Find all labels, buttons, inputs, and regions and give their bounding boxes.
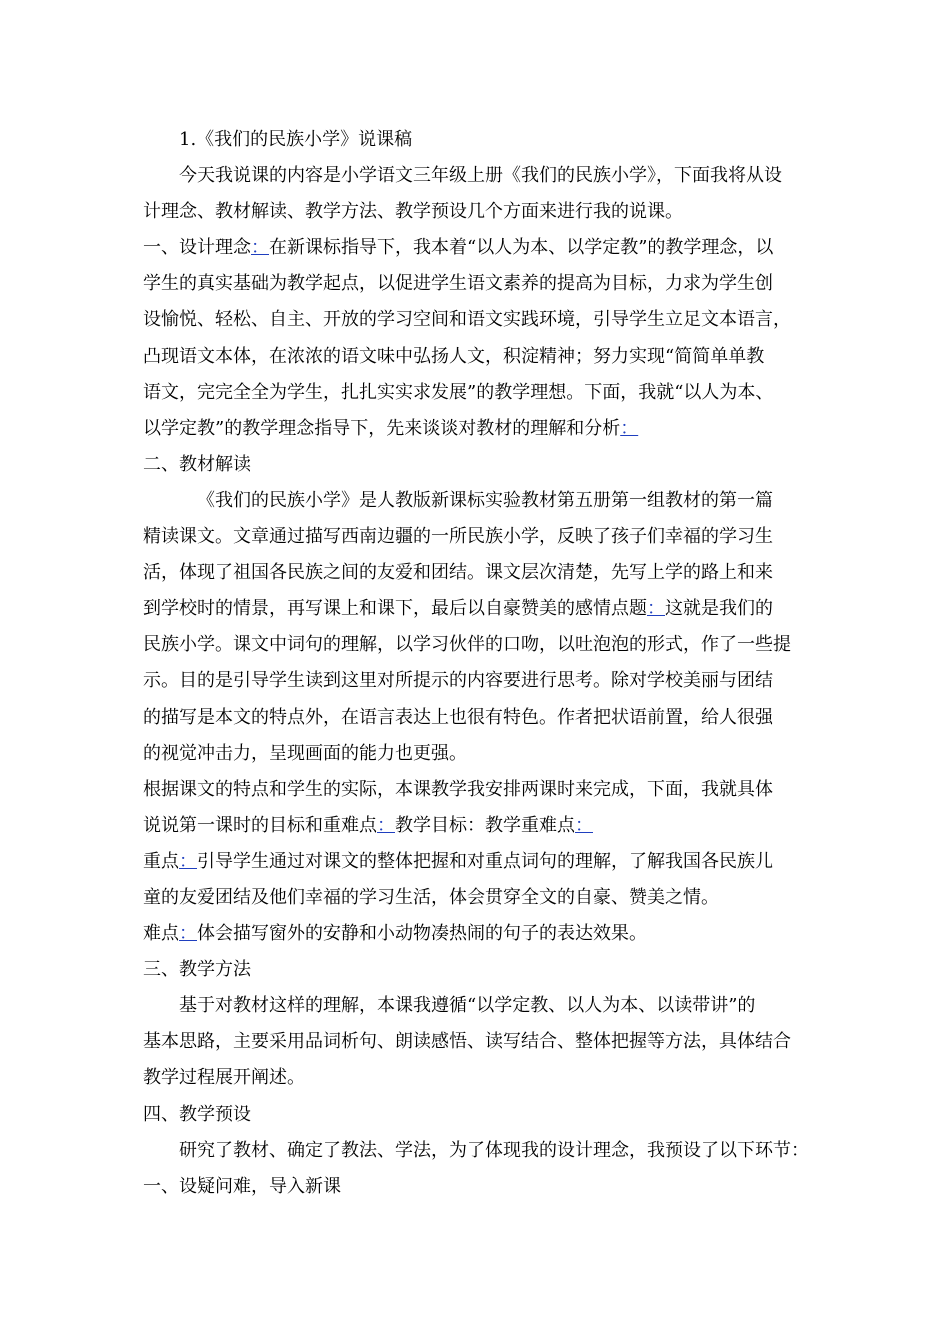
section4-heading: 四、教学预设 (143, 1103, 251, 1125)
key-point-text: 引导学生通过对课文的整体把握和对重点词句的理解，了解我国各民族儿 (197, 850, 773, 872)
section1-line: 设愉悦、轻松、自主、开放的学习空间和语文实践环境，引导学生立足文本语言， (143, 309, 791, 331)
section1-last-text: 以学定教”的教学理念指导下，先来谈谈对教材的理解和分析 (143, 417, 621, 439)
section2-line: 精读课文。文章通过描写西南边疆的一所民族小学，反映了孩子们幸福的学习生 (143, 526, 773, 548)
key-point-colon-link[interactable]: ： (179, 850, 197, 872)
key-point-line-2: 童的友爱团结及他们幸福的学习生活，体会贯穿全文的自豪、赞美之情。 (143, 886, 719, 908)
section2-line: 活，体现了祖国各民族之间的友爱和团结。课文层次清楚，先写上学的路上和来 (143, 562, 773, 584)
section1-last-colon-link[interactable]: ： (620, 417, 639, 439)
section1-last-line (143, 411, 813, 447)
difficult-point-colon-link[interactable]: ： (179, 923, 197, 945)
goals-line2-start: 说说第一课时的目标和重难点 (143, 814, 377, 836)
goals-colon-link-2[interactable]: ： (575, 814, 593, 836)
document-title: 1.《我们的民族小学》说课稿 (179, 129, 413, 150)
goals-line-1: 根据课文的特点和学生的实际，本课教学我安排两课时来完成，下面，我就具体 (143, 778, 773, 800)
section1-line: 凸现语文本体，在浓浓的语文味中弘扬人文，积淀精神；努力实现“简简单单教 (143, 345, 765, 367)
section3-line: 基本思路，主要采用品词析句、朗读感悟、读写结合、整体把握等方法，具体结合 (143, 1031, 791, 1053)
section2-line4-colon-link[interactable]: ： (647, 598, 665, 620)
section1-label: 一、设计理念 (143, 237, 251, 259)
section3-heading: 三、教学方法 (143, 959, 251, 981)
section2-heading: 二、教材解读 (143, 453, 251, 475)
section2-line: 示。目的是引导学生读到这里对所提示的内容要进行思考。除对学校美丽与团结 (143, 670, 773, 692)
section1-first-line (143, 230, 813, 266)
section2-line4-start: 到学校时的情景，再写课上和课下，最后以自豪赞美的感情点题 (143, 598, 647, 620)
section1-line: 学生的真实基础为教学起点，以促进学生语文素养的提高为目标，力求为学生创 (143, 273, 773, 295)
intro-line-1: 今天我说课的内容是小学语文三年级上册《我们的民族小学》，下面我将从设 (179, 165, 782, 187)
document-body (143, 122, 813, 1205)
difficult-point-line (143, 916, 813, 952)
section2-line: 《我们的民族小学》是人教版新课标实验教材第五册第一组教材的第一篇 (197, 489, 773, 511)
section3-line: 教学过程展开阐述。 (143, 1067, 305, 1089)
section2-line: 的视觉冲击力，呈现画面的能力也更强。 (143, 742, 467, 764)
section2-line-4 (143, 591, 813, 627)
section1-first-text: 在新课标指导下，我本着“以人为本、以学定教”的教学理念，以 (269, 237, 774, 259)
goals-line-2 (143, 808, 813, 844)
key-point-label: 重点 (143, 850, 179, 872)
section4-line: 一、设疑问难，导入新课 (143, 1175, 341, 1197)
difficult-point-text: 体会描写窗外的安静和小动物凑热闹的句子的表达效果。 (197, 923, 647, 945)
section3-line: 基于对教材这样的理解，本课我遵循“以学定教、以人为本、以读带讲”的 (179, 995, 756, 1017)
section2-line4-end: 这就是我们的 (665, 598, 773, 620)
section1-colon-link[interactable]: ： (251, 237, 269, 259)
difficult-point-label: 难点 (143, 923, 179, 945)
intro-line-2: 计理念、教材解读、教学方法、教学预设几个方面来进行我的说课。 (143, 201, 683, 223)
goals-line2-mid: 教学目标：教学重难点 (395, 814, 575, 836)
key-point-line (143, 844, 813, 880)
goals-colon-link-1[interactable]: ： (377, 814, 395, 836)
section4-line: 研究了教材、确定了教法、学法，为了体现我的设计理念，我预设了以下环节： (179, 1139, 809, 1161)
section1-line: 语文，完完全全为学生，扎扎实实求发展”的教学理想。下面，我就“以人为本、 (143, 381, 774, 403)
section2-line: 民族小学。课文中词句的理解，以学习伙伴的口吻，以吐泡泡的形式，作了一些提 (143, 634, 791, 656)
section2-line: 的描写是本文的特点外，在语言表达上也很有特色。作者把状语前置，给人很强 (143, 706, 773, 728)
